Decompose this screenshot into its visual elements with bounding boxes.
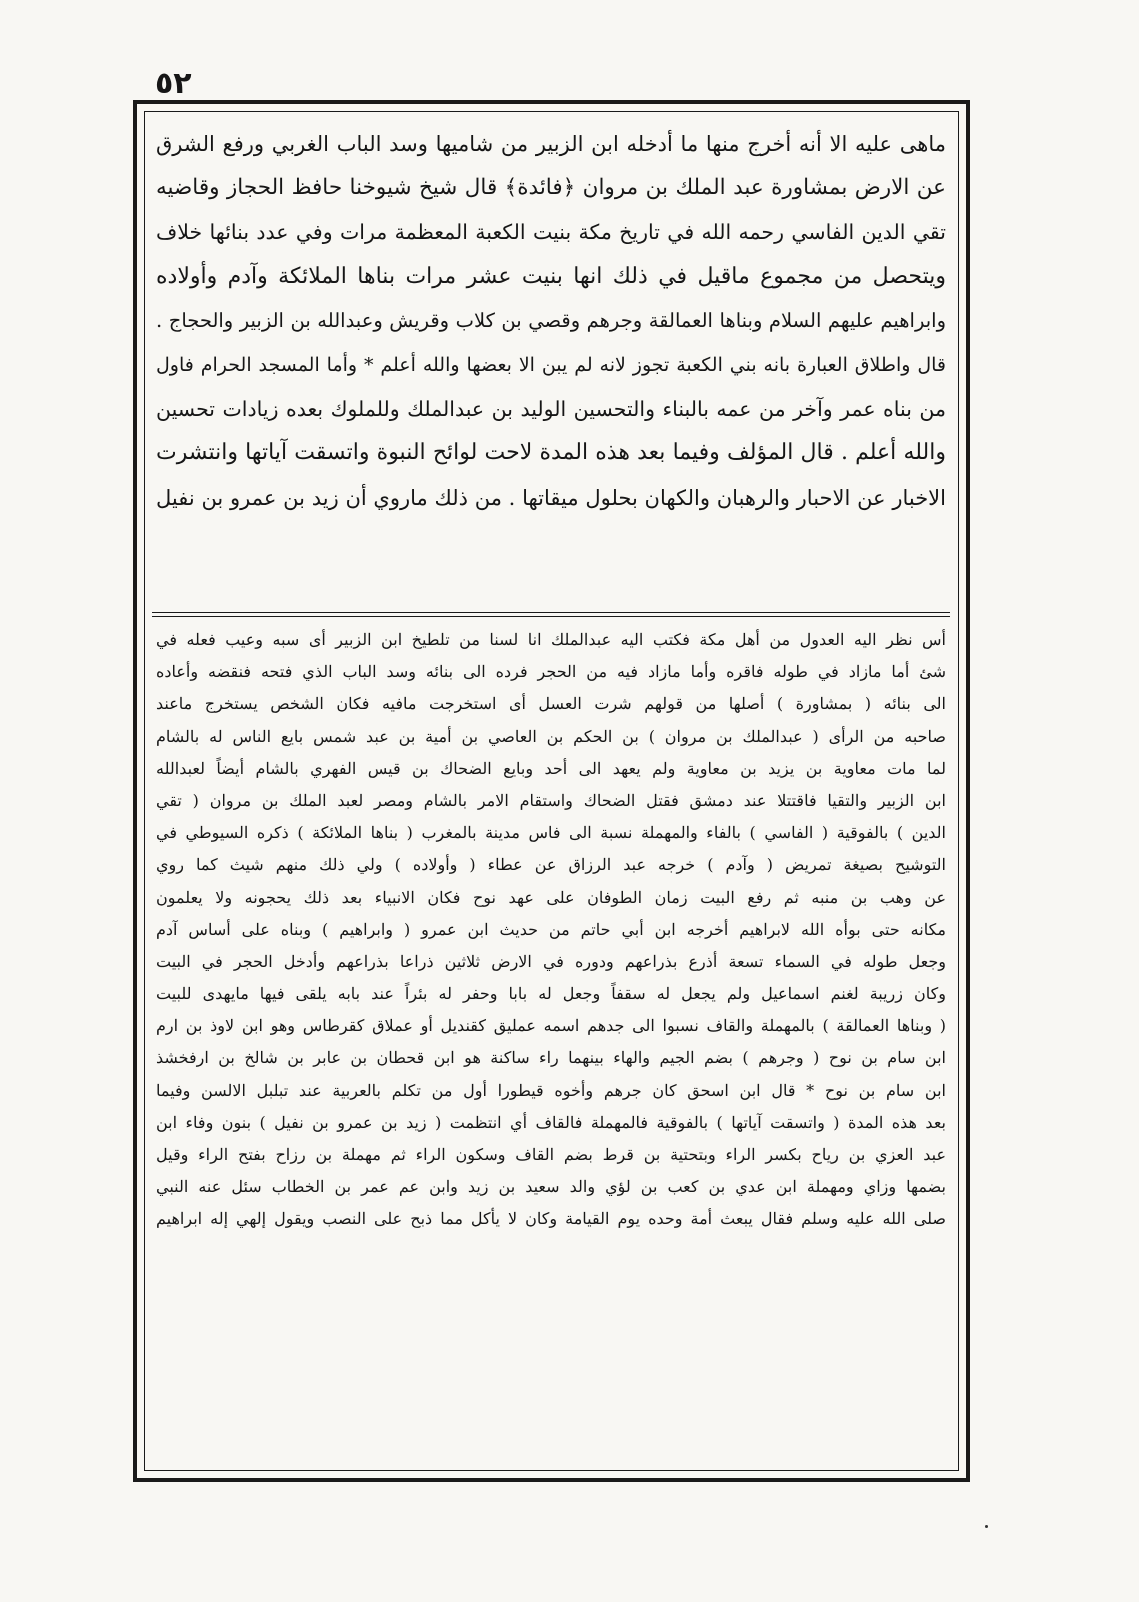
main-text-line: ويتحصل من مجموع ماقيل في ذلك انها بنيت عشر مرات بناها الملائكة وآدم وأولاده xyxy=(156,263,946,289)
main-text-line: من بناه عمر وآخر من عمه بالبناء والتحسين الوليد بن عبدالملك وللملوك بعده زيادات تحسين xyxy=(156,397,946,422)
commentary-line: مكانه حتى بوأه الله لابراهيم أخرجه ابن أبي حاتم من حديث ابن عمرو ( وابراهيم ) وبناه على أساس آدم xyxy=(156,919,946,939)
commentary-line: صلى الله عليه وسلم فقال يبعث أمة وحده يوم القيامة وكان لا يأكل مما ذبح على النصب ويقول إلهي إله ابراهيم xyxy=(156,1209,946,1229)
commentary-line: وكان زريبة لغنم اسماعيل ولم يجعل له سقفاً وجعل له بابا وحفر له بئراً عند بابه يلقى فيها مايهدى للبيت xyxy=(156,984,946,1004)
main-text-line: والله أعلم . قال المؤلف وفيما بعد هذه المدة لاحت لوائح النبوة واتسقت آياتها وانتشرت xyxy=(156,440,946,466)
commentary-line: صاحبه من الرأى ( عبدالملك بن مروان ) بن الحكم بن العاصي بن أمية بن عبد شمس بايع الناس له بالشام xyxy=(156,726,946,746)
commentary-line: عن وهب بن منبه ثم رفع البيت زمان الطوفان على عهد نوح فكان الانبياء بعد ذلك يحجونه ولا يعلمون xyxy=(156,887,946,907)
commentary-line: عبد العزي بن رياح بكسر الراء وبتحتية بن قرط بضم القاف وسكون الراء ثم مهملة بن رزاح بفتح الراء وقيل xyxy=(156,1145,946,1164)
main-text-line: ماهى عليه الا أنه أخرج منها ما أدخله ابن الزبير من شاميها وسد الباب الغربي ورفع الشرق xyxy=(156,132,946,156)
commentary-line: التوشيح بصيغة تمريض ( وآدم ) خرجه عبد الرزاق عن عطاء ( وأولاده ) ولي ذلك منهم شيث كما روي xyxy=(156,855,946,875)
commentary-line: ابن الزبير والتقيا فاقتتلا عند دمشق فقتل الضحاك واستقام الامر بالشام ومصر لعبد الملك بن مروان ( تقي xyxy=(156,790,946,810)
commentary-line: ابن سام بن نوح * قال ابن اسحق كان جرهم وأخوه قيطورا أول من تكلم بالعربية عند تبلبل الالسن وفيما xyxy=(156,1080,946,1100)
main-text-line: وابراهيم عليهم السلام وبناها العمالقة وجرهم وقصي بن كلاب وقريش وعبدالله بن الزبير والحجاج . xyxy=(156,308,946,332)
commentary-line: الدين ) بالفوقية ( الفاسي ) بالفاء والمهملة نسبة الى فاس مدينة بالمغرب ( بناها الملائكة ) ذكره السيوطي في xyxy=(156,823,946,843)
section-separator xyxy=(152,612,950,617)
main-text-line: تقي الدين الفاسي رحمه الله في تاريخ مكة بنيت الكعبة المعظمة مرات وفي عدد بنائها خلاف xyxy=(156,220,946,245)
commentary-line: الى بنائه ( بمشاورة ) أصلها من قولهم شرت العسل أى استخرجت مافيه فكان الشخص يستخرج ماعند xyxy=(156,694,946,714)
ink-speck xyxy=(985,1525,988,1528)
commentary-line: لما مات معاوية بن يزيد بن معاوية ولم يعهد الى أحد وبايع الضحاك بن قيس الفهري بالشام أيضاً لعبدالله xyxy=(156,758,946,778)
commentary-line: أس نظر اليه العدول من أهل مكة فكتب اليه عبدالملك انا لسنا من تلطيخ ابن الزبير أى سبه وعيب فعله في xyxy=(156,630,946,649)
commentary-line: وجعل طوله في السماء تسعة أذرع بذراعهم ودوره في الارض ثلاثين ذراعا بذراعهم وأدخل الحجر في البيت xyxy=(156,951,946,971)
commentary-line: شئ أما مازاد في طوله فاقره وأما مازاد فيه من الحجر فرده الى بنائه وسد الباب الذي فتحه فنقضه وأعاده xyxy=(156,662,946,682)
commentary-line: ابن سام بن نوح ( وجرهم ) بضم الجيم والهاء بينهما راء ساكنة هو ابن قحطان بن عابر بن شالخ بن ارفخشذ xyxy=(156,1048,946,1068)
main-text-line: قال واطلاق العبارة بانه بني الكعبة تجوز لانه لم يبن الا بعضها والله أعلم * وأما المسجد الحرام فاول xyxy=(156,353,946,376)
commentary-line: بعد هذه المدة ( واتسقت آياتها ) بالفوقية فالمهملة فالقاف أي انتظمت ( زيد بن عمرو بن نفيل ) بنون وفاء ابن xyxy=(156,1112,946,1132)
main-text-block xyxy=(156,122,946,610)
main-text-line: الاخبار عن الاحبار والرهبان والكهان بحلول ميقاتها . من ذلك ماروي أن زيد بن عمرو بن نفيل xyxy=(156,485,946,510)
commentary-line: بضمها وزاي ومهملة ابن عدي بن كعب بن لؤي والد سعيد بن زيد وابن عم عمر بن الخطاب سئل عنه النبي xyxy=(156,1177,946,1197)
commentary-line: ( وبناها العمالقة ) بالمهملة والقاف نسبوا الى جدهم اسمه عمليق كقنديل أو عملاق كقرطاس وهو ابن لاوذ بن ارم xyxy=(156,1016,946,1036)
commentary-block xyxy=(156,624,946,1464)
main-text-line: عن الارض بمشاورة عبد الملك بن مروان ﴿فائدة﴾ قال شيخ شيوخنا حافظ الحجاز وقاضيه xyxy=(156,175,946,201)
page-number: ٥٢ xyxy=(155,66,192,101)
